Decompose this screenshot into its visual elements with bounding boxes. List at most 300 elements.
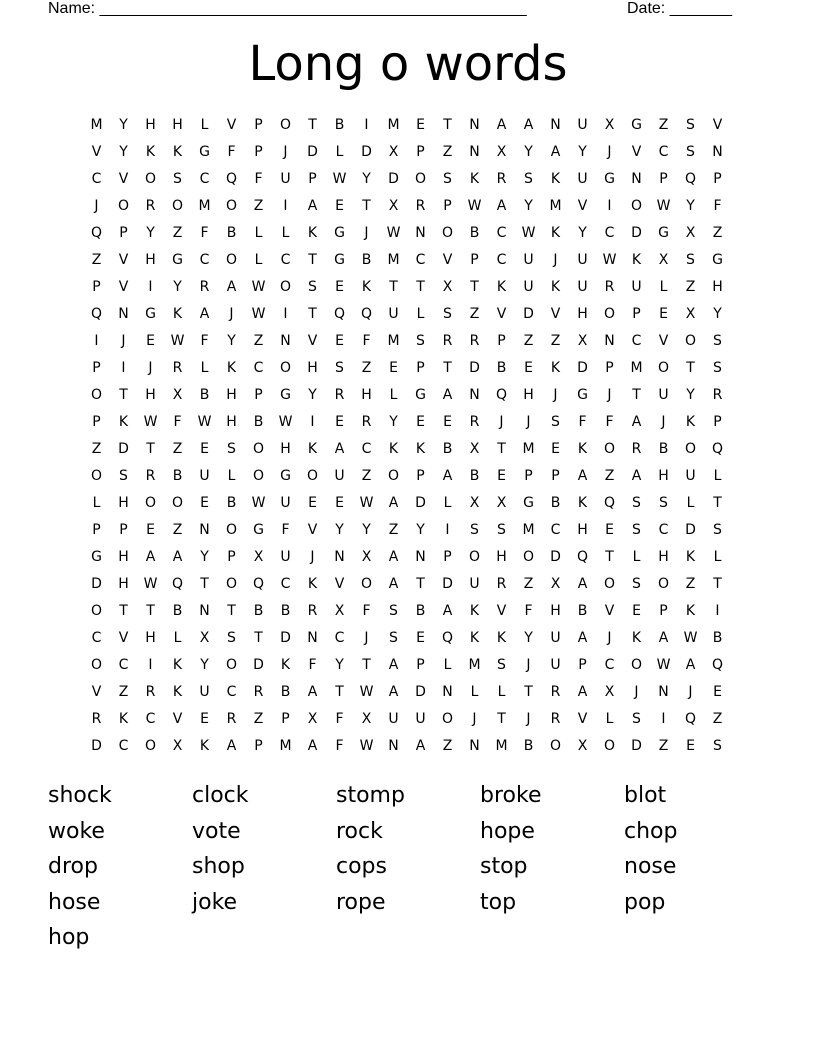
grid-letter[interactable]: R — [496, 576, 507, 592]
grid-letter[interactable]: E — [200, 495, 209, 511]
grid-letter[interactable]: U — [388, 711, 399, 727]
grid-letter[interactable]: X — [334, 603, 345, 619]
grid-letter[interactable]: Z — [172, 441, 183, 457]
grid-letter[interactable]: Q — [225, 171, 238, 187]
grid-letter[interactable]: K — [118, 414, 129, 430]
grid-letter[interactable]: J — [526, 657, 531, 673]
grid-letter[interactable]: I — [445, 522, 450, 538]
grid-letter[interactable]: A — [388, 684, 399, 700]
grid-letter[interactable]: H — [280, 441, 291, 457]
grid-letter[interactable]: V — [550, 306, 561, 322]
grid-letter[interactable]: O — [279, 117, 292, 133]
grid-letter[interactable]: K — [172, 144, 183, 160]
grid-letter[interactable]: K — [172, 306, 183, 322]
grid-letter[interactable]: T — [146, 603, 155, 619]
grid-letter[interactable]: K — [280, 657, 291, 673]
grid-letter[interactable]: M — [495, 738, 508, 754]
grid-letter[interactable]: N — [199, 603, 210, 619]
grid-letter[interactable]: O — [657, 576, 670, 592]
grid-letter[interactable]: U — [199, 684, 210, 700]
grid-letter[interactable]: G — [658, 225, 669, 241]
grid-letter[interactable]: I — [148, 279, 153, 295]
grid-letter[interactable]: L — [497, 684, 506, 700]
grid-letter[interactable]: K — [550, 225, 561, 241]
grid-letter[interactable]: V — [226, 117, 237, 133]
grid-letter[interactable]: Z — [712, 225, 723, 241]
grid-letter[interactable]: K — [172, 684, 183, 700]
grid-letter[interactable]: C — [199, 171, 210, 187]
grid-letter[interactable]: K — [577, 495, 588, 511]
grid-letter[interactable]: X — [388, 144, 399, 160]
grid-letter[interactable]: U — [523, 279, 534, 295]
grid-letter[interactable]: R — [145, 198, 156, 214]
grid-letter[interactable]: H — [712, 279, 723, 295]
grid-letter[interactable]: T — [389, 279, 398, 295]
grid-letter[interactable]: D — [631, 738, 642, 754]
grid-letter[interactable]: Z — [118, 684, 129, 700]
grid-letter[interactable]: B — [469, 225, 480, 241]
grid-letter[interactable]: M — [468, 657, 481, 673]
grid-letter[interactable]: H — [172, 117, 183, 133]
grid-letter[interactable]: U — [577, 279, 588, 295]
grid-letter[interactable]: W — [143, 576, 158, 592]
grid-letter[interactable]: J — [229, 306, 234, 322]
grid-letter[interactable]: M — [387, 252, 400, 268]
grid-letter[interactable]: H — [118, 576, 129, 592]
grid-letter[interactable]: G — [334, 225, 345, 241]
grid-letter[interactable]: S — [227, 441, 236, 457]
grid-letter[interactable]: Z — [712, 711, 723, 727]
grid-letter[interactable]: Q — [441, 630, 454, 646]
grid-letter[interactable]: I — [121, 360, 126, 376]
grid-letter[interactable]: F — [335, 711, 344, 727]
grid-letter[interactable]: W — [386, 225, 401, 241]
grid-letter[interactable]: Q — [711, 441, 724, 457]
grid-letter[interactable]: F — [200, 333, 209, 349]
grid-letter[interactable]: P — [254, 144, 263, 160]
grid-letter[interactable]: R — [712, 387, 723, 403]
grid-letter[interactable]: I — [364, 117, 369, 133]
grid-letter[interactable]: E — [416, 414, 425, 430]
grid-letter[interactable]: U — [550, 630, 561, 646]
grid-letter[interactable]: O — [549, 738, 562, 754]
grid-letter[interactable]: N — [415, 549, 426, 565]
grid-letter[interactable]: T — [308, 117, 317, 133]
grid-letter[interactable]: B — [442, 441, 453, 457]
grid-letter[interactable]: S — [686, 252, 695, 268]
grid-letter[interactable]: U — [415, 711, 426, 727]
grid-letter[interactable]: D — [415, 684, 426, 700]
grid-letter[interactable]: V — [91, 684, 102, 700]
grid-letter[interactable]: O — [117, 198, 130, 214]
grid-letter[interactable]: P — [254, 738, 263, 754]
grid-letter[interactable]: O — [144, 495, 157, 511]
grid-letter[interactable]: J — [634, 684, 639, 700]
grid-letter[interactable]: B — [280, 603, 291, 619]
grid-letter[interactable]: K — [631, 630, 642, 646]
grid-letter[interactable]: O — [90, 468, 103, 484]
grid-letter[interactable]: E — [389, 360, 398, 376]
grid-letter[interactable]: R — [469, 414, 480, 430]
grid-letter[interactable]: M — [90, 117, 103, 133]
grid-letter[interactable]: Y — [578, 144, 587, 160]
grid-letter[interactable]: X — [469, 441, 480, 457]
grid-letter[interactable]: H — [658, 549, 669, 565]
grid-letter[interactable]: H — [226, 387, 237, 403]
grid-letter[interactable]: Z — [685, 576, 696, 592]
grid-letter[interactable]: J — [121, 333, 126, 349]
grid-letter[interactable]: X — [172, 738, 183, 754]
grid-letter[interactable]: Y — [335, 657, 344, 673]
grid-letter[interactable]: U — [658, 387, 669, 403]
grid-letter[interactable]: B — [550, 495, 561, 511]
grid-letter[interactable]: K — [145, 144, 156, 160]
grid-letter[interactable]: O — [441, 225, 454, 241]
grid-letter[interactable]: S — [686, 117, 695, 133]
grid-letter[interactable]: B — [577, 603, 588, 619]
grid-letter[interactable]: H — [658, 468, 669, 484]
grid-letter[interactable]: J — [364, 630, 369, 646]
grid-letter[interactable]: A — [307, 738, 318, 754]
grid-letter[interactable]: O — [360, 576, 373, 592]
grid-letter[interactable]: V — [577, 711, 588, 727]
grid-letter[interactable]: P — [605, 360, 614, 376]
grid-letter[interactable]: C — [118, 657, 129, 673]
grid-letter[interactable]: M — [630, 360, 643, 376]
grid-letter[interactable]: N — [550, 117, 561, 133]
grid-letter[interactable]: X — [658, 252, 669, 268]
grid-letter[interactable]: Q — [90, 306, 103, 322]
grid-letter[interactable]: A — [307, 198, 318, 214]
grid-letter[interactable]: Z — [361, 360, 372, 376]
grid-letter[interactable]: X — [577, 738, 588, 754]
grid-letter[interactable]: W — [602, 252, 617, 268]
grid-letter[interactable]: W — [278, 414, 293, 430]
grid-letter[interactable]: Y — [416, 522, 425, 538]
grid-letter[interactable]: J — [94, 198, 99, 214]
grid-letter[interactable]: A — [388, 576, 399, 592]
grid-letter[interactable]: K — [685, 414, 696, 430]
grid-letter[interactable]: T — [497, 711, 506, 727]
grid-letter[interactable]: D — [577, 360, 588, 376]
grid-letter[interactable]: K — [685, 549, 696, 565]
grid-letter[interactable]: I — [283, 198, 288, 214]
grid-letter[interactable]: P — [92, 279, 101, 295]
grid-letter[interactable]: P — [659, 603, 668, 619]
grid-letter[interactable]: V — [307, 522, 318, 538]
grid-letter[interactable]: O — [414, 171, 427, 187]
grid-letter[interactable]: R — [631, 441, 642, 457]
grid-letter[interactable]: S — [632, 522, 641, 538]
grid-letter[interactable]: O — [171, 198, 184, 214]
grid-letter[interactable]: B — [334, 117, 345, 133]
grid-letter[interactable]: C — [199, 252, 210, 268]
grid-letter[interactable]: T — [443, 117, 452, 133]
grid-letter[interactable]: Z — [442, 144, 453, 160]
grid-letter[interactable]: A — [577, 684, 588, 700]
grid-letter[interactable]: O — [279, 360, 292, 376]
grid-letter[interactable]: C — [280, 576, 291, 592]
grid-letter[interactable]: W — [359, 495, 374, 511]
grid-letter[interactable]: F — [362, 603, 371, 619]
grid-letter[interactable]: P — [92, 414, 101, 430]
grid-letter[interactable]: C — [658, 144, 669, 160]
grid-letter[interactable]: K — [550, 279, 561, 295]
grid-letter[interactable]: G — [523, 495, 534, 511]
grid-letter[interactable]: G — [199, 144, 210, 160]
grid-letter[interactable]: B — [199, 387, 210, 403]
grid-letter[interactable]: V — [91, 144, 102, 160]
grid-letter[interactable]: R — [442, 333, 453, 349]
grid-letter[interactable]: E — [335, 279, 344, 295]
grid-letter[interactable]: Z — [172, 225, 183, 241]
grid-letter[interactable]: B — [253, 603, 264, 619]
grid-letter[interactable]: O — [603, 306, 616, 322]
grid-letter[interactable]: P — [416, 360, 425, 376]
grid-letter[interactable]: V — [496, 603, 507, 619]
grid-letter[interactable]: Z — [469, 306, 480, 322]
grid-letter[interactable]: D — [361, 144, 372, 160]
grid-letter[interactable]: P — [659, 171, 668, 187]
grid-letter[interactable]: E — [605, 522, 614, 538]
grid-letter[interactable]: A — [145, 549, 156, 565]
grid-letter[interactable]: U — [199, 468, 210, 484]
grid-letter[interactable]: T — [686, 360, 695, 376]
grid-letter[interactable]: Y — [686, 387, 695, 403]
grid-letter[interactable]: O — [522, 549, 535, 565]
grid-letter[interactable]: S — [713, 522, 722, 538]
grid-letter[interactable]: C — [361, 441, 372, 457]
grid-letter[interactable]: B — [658, 441, 669, 457]
grid-letter[interactable]: O — [387, 468, 400, 484]
grid-letter[interactable]: Q — [684, 711, 697, 727]
grid-letter[interactable]: M — [549, 198, 562, 214]
grid-letter[interactable]: P — [119, 522, 128, 538]
grid-letter[interactable]: R — [307, 603, 318, 619]
grid-letter[interactable]: U — [280, 549, 291, 565]
grid-letter[interactable]: O — [603, 576, 616, 592]
grid-letter[interactable]: J — [148, 360, 153, 376]
grid-letter[interactable]: P — [713, 171, 722, 187]
grid-letter[interactable]: C — [496, 225, 507, 241]
grid-letter[interactable]: J — [526, 711, 531, 727]
grid-letter[interactable]: O — [171, 495, 184, 511]
grid-letter[interactable]: J — [472, 711, 477, 727]
grid-letter[interactable]: Q — [684, 171, 697, 187]
grid-letter[interactable]: K — [550, 360, 561, 376]
grid-letter[interactable]: K — [685, 603, 696, 619]
grid-letter[interactable]: M — [522, 441, 535, 457]
grid-letter[interactable]: C — [550, 522, 561, 538]
grid-letter[interactable]: U — [631, 279, 642, 295]
grid-letter[interactable]: S — [713, 738, 722, 754]
grid-letter[interactable]: A — [631, 468, 642, 484]
grid-letter[interactable]: T — [335, 684, 344, 700]
grid-letter[interactable]: T — [227, 603, 236, 619]
grid-letter[interactable]: P — [443, 198, 452, 214]
grid-letter[interactable]: U — [388, 306, 399, 322]
grid-letter[interactable]: E — [686, 738, 695, 754]
grid-letter[interactable]: W — [143, 414, 158, 430]
grid-letter[interactable]: U — [577, 252, 588, 268]
grid-letter[interactable]: R — [604, 279, 615, 295]
grid-letter[interactable]: E — [713, 684, 722, 700]
grid-letter[interactable]: C — [226, 684, 237, 700]
grid-letter[interactable]: H — [226, 414, 237, 430]
grid-letter[interactable]: W — [359, 738, 374, 754]
grid-letter[interactable]: B — [469, 468, 480, 484]
grid-letter[interactable]: S — [470, 522, 479, 538]
grid-letter[interactable]: V — [118, 171, 129, 187]
grid-letter[interactable]: S — [713, 333, 722, 349]
grid-letter[interactable]: Q — [495, 387, 508, 403]
grid-letter[interactable]: N — [307, 630, 318, 646]
grid-letter[interactable]: S — [227, 630, 236, 646]
grid-letter[interactable]: T — [497, 441, 506, 457]
grid-letter[interactable]: Y — [713, 306, 722, 322]
grid-letter[interactable]: Z — [442, 738, 453, 754]
grid-letter[interactable]: K — [496, 279, 507, 295]
grid-letter[interactable]: C — [91, 171, 102, 187]
name-field[interactable]: Name: ________________________________________________ — [48, 0, 527, 17]
grid-letter[interactable]: A — [199, 306, 210, 322]
grid-letter[interactable]: C — [631, 333, 642, 349]
grid-letter[interactable]: L — [254, 225, 263, 241]
grid-letter[interactable]: Z — [361, 468, 372, 484]
grid-letter[interactable]: Z — [91, 252, 102, 268]
grid-letter[interactable]: C — [496, 252, 507, 268]
grid-letter[interactable]: G — [631, 117, 642, 133]
grid-letter[interactable]: G — [91, 549, 102, 565]
grid-letter[interactable]: W — [656, 657, 671, 673]
grid-letter[interactable]: P — [254, 117, 263, 133]
grid-letter[interactable]: U — [577, 171, 588, 187]
grid-letter[interactable]: L — [335, 144, 344, 160]
grid-letter[interactable]: A — [631, 414, 642, 430]
grid-letter[interactable]: L — [200, 360, 209, 376]
grid-letter[interactable]: D — [523, 306, 534, 322]
grid-letter[interactable]: A — [307, 684, 318, 700]
grid-letter[interactable]: S — [686, 144, 695, 160]
grid-letter[interactable]: Y — [524, 630, 533, 646]
grid-letter[interactable]: V — [118, 279, 129, 295]
grid-letter[interactable]: Y — [578, 225, 587, 241]
grid-letter[interactable]: Q — [252, 576, 265, 592]
grid-letter[interactable]: S — [335, 360, 344, 376]
grid-letter[interactable]: B — [253, 414, 264, 430]
grid-letter[interactable]: A — [226, 279, 237, 295]
grid-letter[interactable]: F — [227, 144, 236, 160]
grid-letter[interactable]: N — [280, 333, 291, 349]
grid-letter[interactable]: L — [713, 468, 722, 484]
grid-letter[interactable]: K — [118, 711, 129, 727]
grid-letter[interactable]: V — [334, 576, 345, 592]
grid-letter[interactable]: B — [415, 603, 426, 619]
grid-letter[interactable]: V — [631, 144, 642, 160]
grid-letter[interactable]: B — [226, 495, 237, 511]
grid-letter[interactable]: O — [684, 333, 697, 349]
grid-letter[interactable]: A — [226, 738, 237, 754]
grid-letter[interactable]: X — [172, 387, 183, 403]
grid-letter[interactable]: G — [577, 387, 588, 403]
grid-letter[interactable]: U — [523, 252, 534, 268]
grid-letter[interactable]: E — [146, 522, 155, 538]
grid-letter[interactable]: H — [577, 522, 588, 538]
grid-letter[interactable]: S — [713, 360, 722, 376]
grid-letter[interactable]: F — [713, 198, 722, 214]
grid-letter[interactable]: N — [469, 117, 480, 133]
grid-letter[interactable]: G — [415, 387, 426, 403]
grid-letter[interactable]: T — [443, 360, 452, 376]
grid-letter[interactable]: E — [335, 333, 344, 349]
grid-letter[interactable]: H — [145, 630, 156, 646]
grid-letter[interactable]: F — [308, 657, 317, 673]
grid-letter[interactable]: A — [172, 549, 183, 565]
grid-letter[interactable]: O — [90, 603, 103, 619]
grid-letter[interactable]: D — [91, 738, 102, 754]
grid-letter[interactable]: O — [90, 657, 103, 673]
grid-letter[interactable]: L — [686, 495, 695, 511]
grid-letter[interactable]: E — [308, 495, 317, 511]
grid-letter[interactable]: O — [441, 711, 454, 727]
grid-letter[interactable]: R — [361, 414, 372, 430]
grid-letter[interactable]: Y — [173, 279, 182, 295]
grid-letter[interactable]: Y — [686, 198, 695, 214]
grid-letter[interactable]: I — [148, 657, 153, 673]
grid-letter[interactable]: O — [144, 738, 157, 754]
grid-letter[interactable]: D — [307, 144, 318, 160]
grid-letter[interactable]: R — [253, 684, 264, 700]
grid-letter[interactable]: K — [550, 171, 561, 187]
grid-letter[interactable]: D — [280, 630, 291, 646]
grid-letter[interactable]: V — [496, 306, 507, 322]
grid-letter[interactable]: N — [658, 684, 669, 700]
grid-letter[interactable]: R — [145, 468, 156, 484]
grid-letter[interactable]: D — [685, 522, 696, 538]
grid-letter[interactable]: U — [280, 495, 291, 511]
grid-letter[interactable]: T — [470, 279, 479, 295]
grid-letter[interactable]: F — [281, 522, 290, 538]
grid-letter[interactable]: W — [251, 279, 266, 295]
grid-letter[interactable]: P — [416, 144, 425, 160]
grid-letter[interactable]: O — [225, 576, 238, 592]
grid-letter[interactable]: O — [252, 468, 265, 484]
grid-letter[interactable]: Y — [200, 549, 209, 565]
grid-letter[interactable]: J — [310, 549, 315, 565]
grid-letter[interactable]: S — [659, 495, 668, 511]
grid-letter[interactable]: S — [443, 306, 452, 322]
grid-letter[interactable]: Y — [308, 387, 317, 403]
grid-letter[interactable]: A — [415, 738, 426, 754]
grid-letter[interactable]: E — [497, 468, 506, 484]
grid-letter[interactable]: G — [280, 387, 291, 403]
grid-letter[interactable]: T — [713, 576, 722, 592]
grid-letter[interactable]: W — [359, 684, 374, 700]
grid-letter[interactable]: Q — [171, 576, 184, 592]
grid-letter[interactable]: H — [307, 360, 318, 376]
grid-letter[interactable]: F — [254, 171, 263, 187]
grid-letter[interactable]: N — [712, 144, 723, 160]
grid-letter[interactable]: W — [683, 630, 698, 646]
grid-letter[interactable]: Z — [253, 333, 264, 349]
grid-letter[interactable]: D — [469, 360, 480, 376]
grid-letter[interactable]: J — [283, 144, 288, 160]
grid-letter[interactable]: V — [604, 603, 615, 619]
grid-letter[interactable]: U — [577, 117, 588, 133]
grid-letter[interactable]: I — [310, 414, 315, 430]
grid-letter[interactable]: G — [604, 171, 615, 187]
grid-letter[interactable]: H — [496, 549, 507, 565]
